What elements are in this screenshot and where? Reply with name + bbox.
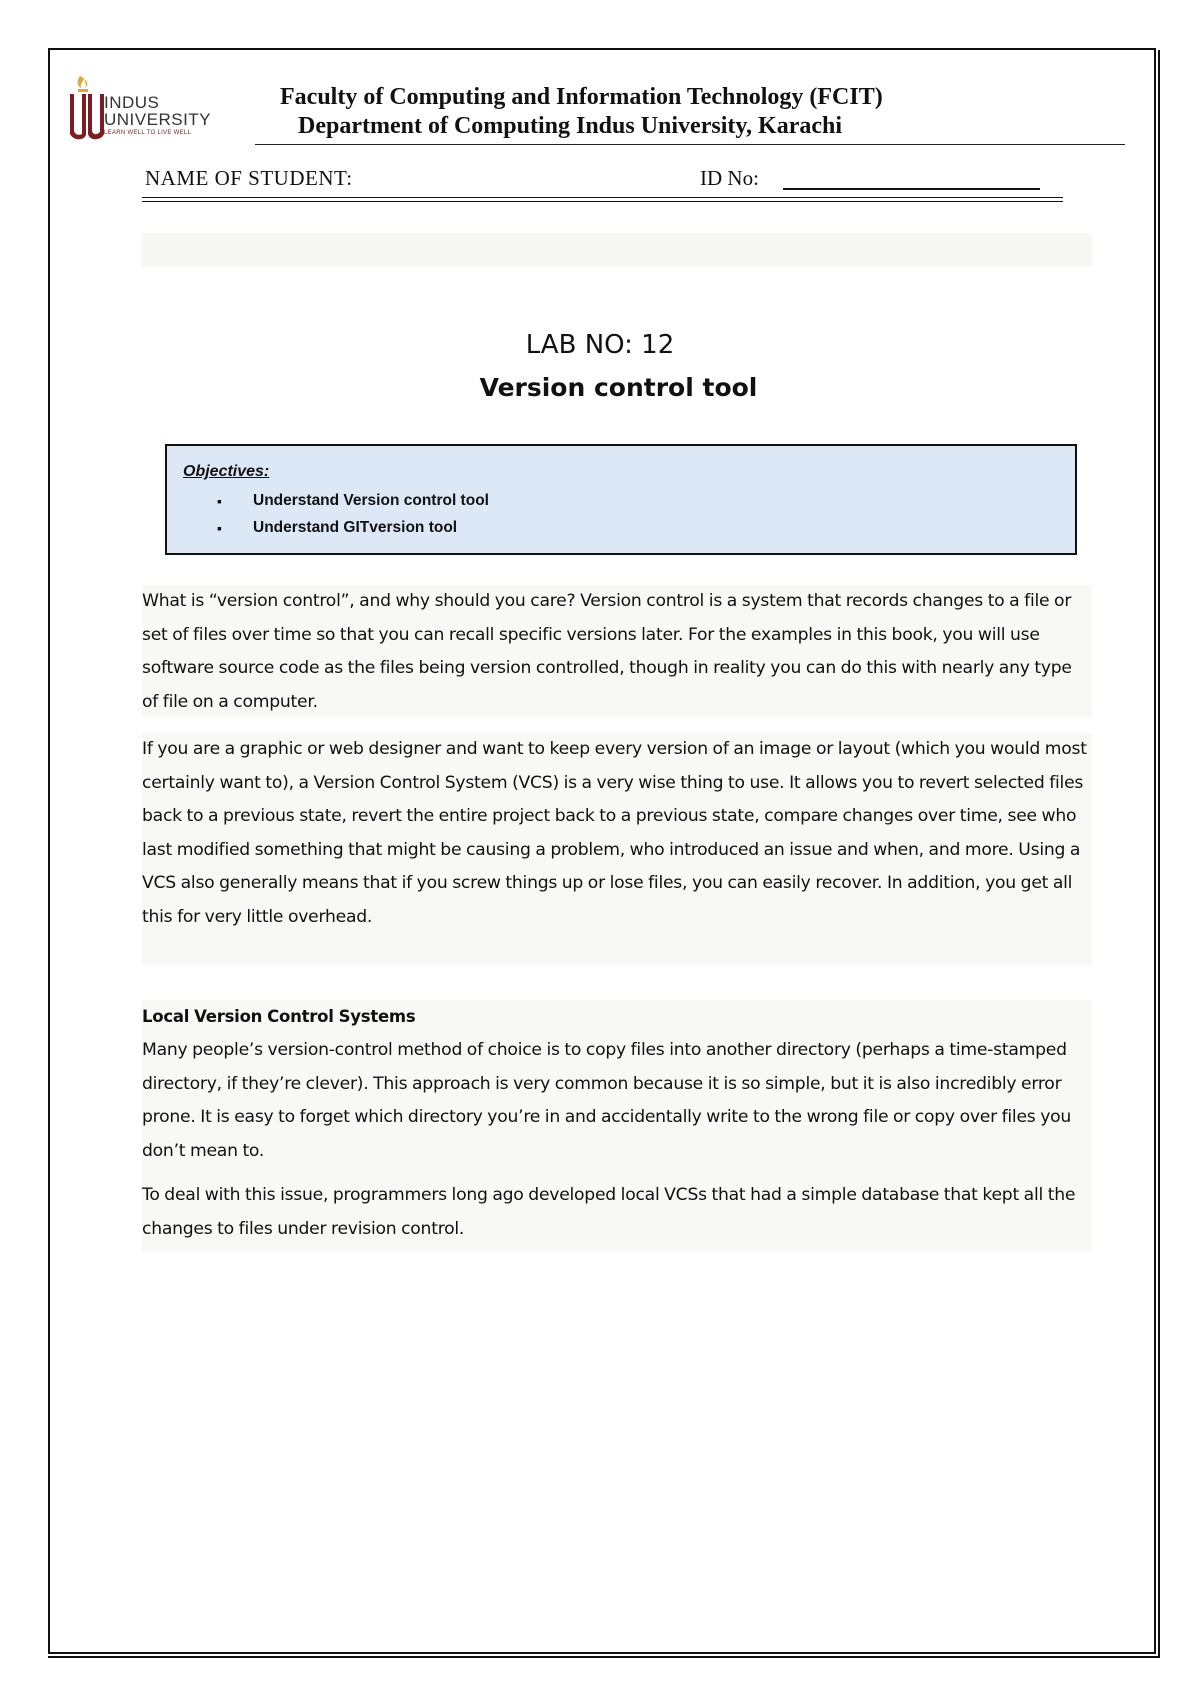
vcs-benefits-paragraph-block [142,733,1092,965]
paragraph-version-control-definition: What is “version control”, and why should you care? Version control is a system that records changes to a file or set of files over time so that you can recall specific versions later. For the examples in this book, you will use software source code as the files being version controlled, though in reality you can do this with nearly any type of file on a computer. [142,591,1072,712]
section-heading-local-vcs: Local Version Control Systems [142,1007,416,1026]
objective-item [217,517,489,544]
logo-tagline: LEARN WELL TO LIVE WELL [104,130,192,136]
intro-paragraph-block [142,585,1092,717]
objectives-heading: Objectives: [183,463,270,480]
student-row-divider-top [142,197,1063,198]
local-vcs-section [142,1000,1092,1252]
logo-line-indus: INDUS [104,93,160,112]
bullet-icon: ▪ [217,493,222,509]
paragraph-local-vcs-database: To deal with this issue, programmers long ago developed local VCSs that had a simple database that kept all the changes to files under revision control. [142,1185,1076,1239]
objective-item-text: Understand Version control tool [253,492,489,509]
lab-number: LAB NO: 12 [525,330,675,360]
student-id-blank-line [783,188,1040,190]
page-border-shadow-bottom [48,1656,1158,1658]
header-divider [255,144,1125,145]
lab-title: Version control tool [479,373,758,402]
student-id-label: ID No: [700,166,759,190]
faculty-title: Faculty of Computing and Information Technology (FCIT) [280,84,883,110]
objective-item [217,490,489,517]
page-border-shadow-right [1158,50,1160,1658]
objectives-list [217,490,489,544]
paragraph-copy-files-method: Many people’s version-control method of choice is to copy files into another directory (perhaps a time-stamped directory, if they’re clever). This approach is very common because it is so simple, but it is also incredibly error prone. It is easy to forget which directory you’re in and accidentally write to the wrong file or copy over files you don’t mean to. [142,1040,1072,1161]
objective-item-text: Understand GITversion tool [253,519,458,536]
logo-line-university: UNIVERSITY [104,110,212,129]
bullet-icon: ▪ [217,520,222,536]
student-name-label: NAME OF STUDENT: [145,166,353,190]
logo-wordmark [104,94,211,136]
torch-logo-icon [66,72,106,142]
university-logo [66,72,256,142]
objectives-box [165,444,1077,555]
department-title: Department of Computing Indus University, Karachi [298,113,843,139]
blank-shaded-strip [142,233,1092,267]
paragraph-vcs-benefits: If you are a graphic or web designer and want to keep every version of an image or layout (which you would most certainly want to), a Version Control System (VCS) is a very wise thing to use. It allows you to revert selected files back to a previous state, revert the entire project back to a previous state, compare changes over time, see who last modified something that might be causing a problem, who introduced an issue and when, and more. Using a VCS also generally means that if you screw things up or lose files, you can easily recover. In addition, you get all this for very little overhead. [142,739,1087,927]
student-row-divider-bottom [142,201,1063,202]
